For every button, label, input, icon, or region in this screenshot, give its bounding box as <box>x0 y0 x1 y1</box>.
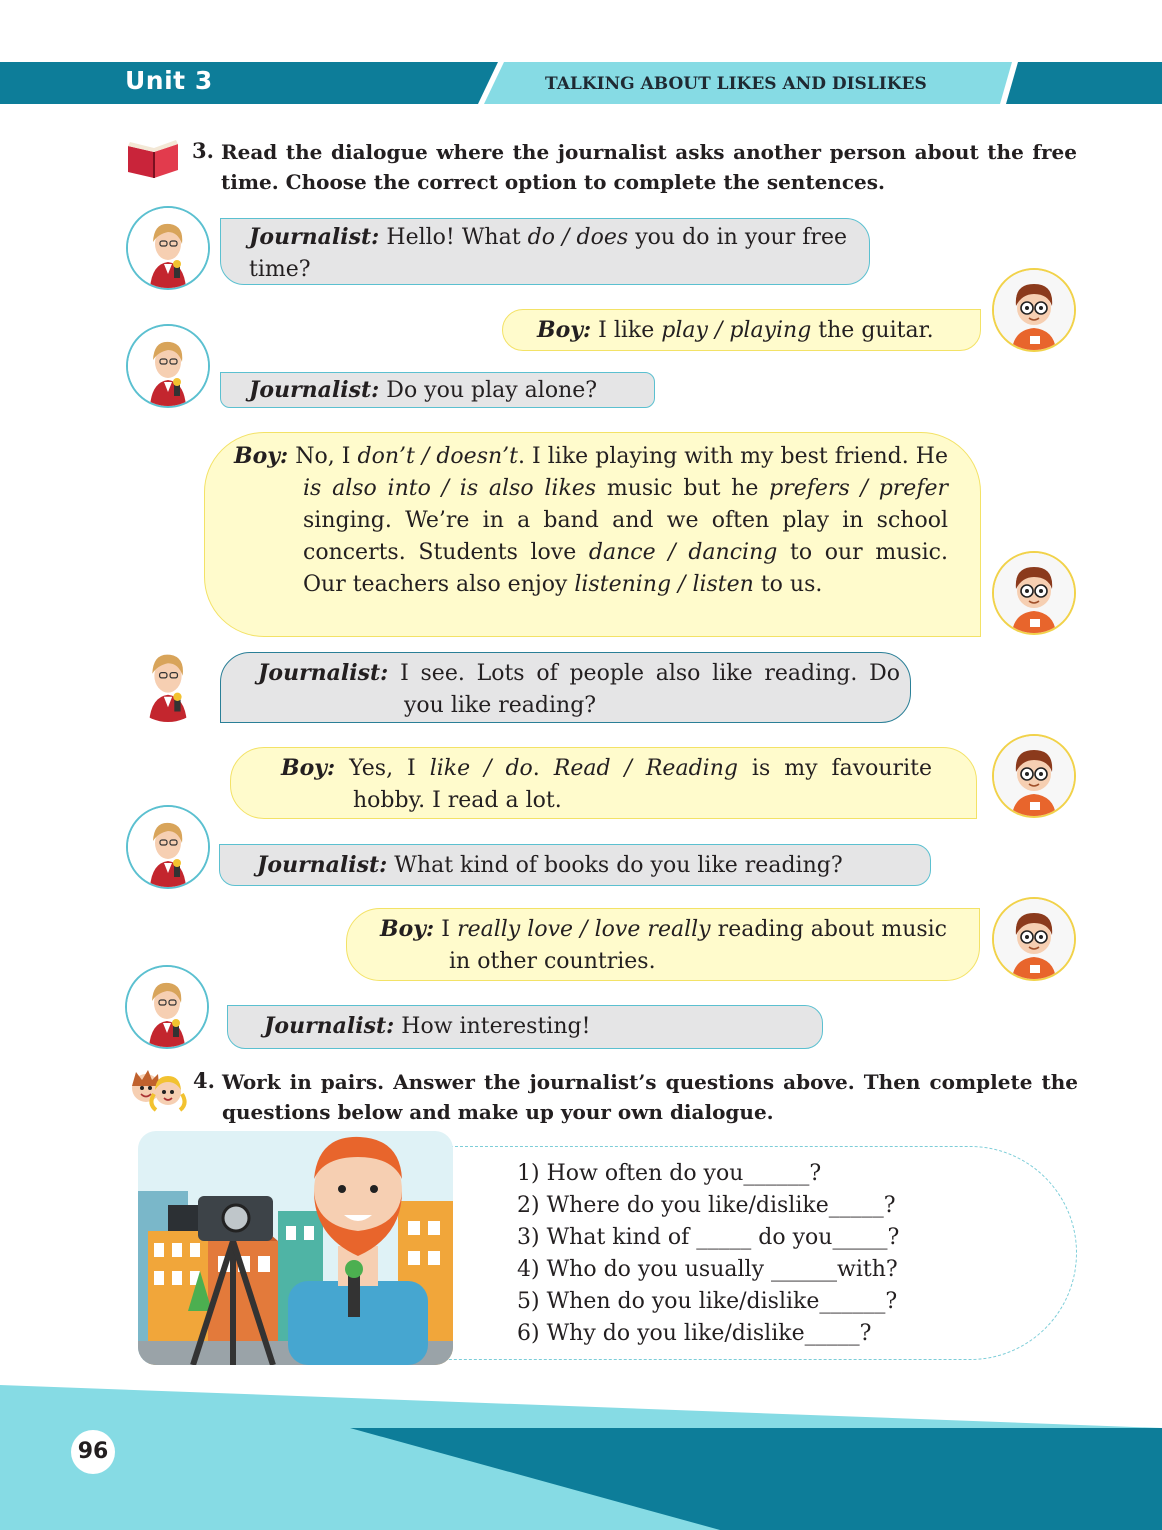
speaker-label: Journalist: <box>258 660 389 686</box>
boy-avatar <box>992 551 1076 635</box>
line-text: Do you play alone? <box>379 378 598 403</box>
line-text: Yes, I <box>335 756 430 781</box>
line-text: I like <box>591 318 662 343</box>
question-item: 6) Why do you like/dislike_____? <box>517 1321 872 1346</box>
journalist-avatar <box>126 638 210 722</box>
line-text: . I like playing with my best friend. He <box>518 444 948 469</box>
answer-options: is also into / is also likes <box>303 476 597 501</box>
line-text: to our music. Our teachers also enjoy <box>303 540 948 597</box>
page-number: 96 <box>71 1430 115 1474</box>
answer-options: play / playing <box>661 318 812 343</box>
journalist-line-1 <box>220 218 870 285</box>
line-text: music but he <box>596 476 770 501</box>
boy-line-1 <box>502 309 981 351</box>
boy-line-2 <box>204 432 981 637</box>
answer-options: like / do <box>429 756 533 781</box>
journalist-line-2 <box>220 372 655 408</box>
journalist-avatar <box>126 206 210 290</box>
line-text: I see. Lots of people also like reading. Do you like reading? <box>388 661 900 718</box>
line-text: How interesting! <box>394 1014 591 1039</box>
unit-label: Unit 3 <box>125 66 213 95</box>
line-text: the guitar. <box>811 318 934 343</box>
question-item: 2) Where do you like/dislike_____? <box>517 1193 896 1218</box>
line-text: reading about music in other countries. <box>449 917 948 974</box>
speaker-label: Boy: <box>234 443 289 469</box>
speaker-label: Journalist: <box>249 224 380 250</box>
line-text: Hello! What <box>379 225 528 250</box>
journalist-avatar <box>125 965 209 1049</box>
boy-line-4 <box>346 908 980 981</box>
answer-options: do / does <box>527 225 629 250</box>
unit-topic: TALKING ABOUT LIKES AND DISLIKES <box>545 74 927 94</box>
answer-options: dance / dancing <box>588 540 778 565</box>
question-list <box>517 1158 899 1350</box>
journalist-avatar <box>126 324 210 408</box>
reporter-illustration <box>138 1131 453 1365</box>
answer-options: prefers / prefer <box>769 476 949 501</box>
boy-avatar <box>992 897 1076 981</box>
line-text: I <box>434 917 458 942</box>
speaker-label: Journalist: <box>257 852 388 878</box>
answer-options: really love / love really <box>457 917 711 942</box>
answer-options: listening / listen <box>574 572 754 597</box>
answer-options: don’t / doesn’t <box>357 444 518 469</box>
speaker-label: Boy: <box>281 755 336 781</box>
task-3-instruction: Read the dialogue where the journalist asks another person about the free time. Choose the correct option to complete the sentences. <box>221 140 1077 194</box>
journalist-line-4 <box>219 844 931 886</box>
question-item: 5) When do you like/dislike______? <box>517 1289 898 1314</box>
line-text: singing. We’re in a band and we often play in school concerts. Students love <box>303 508 948 565</box>
boy-line-3 <box>230 747 977 819</box>
speaker-label: Journalist: <box>264 1013 395 1039</box>
question-item: 1) How often do you______? <box>517 1161 822 1186</box>
journalist-line-3 <box>220 652 911 723</box>
task-4-number: 4. <box>193 1068 215 1093</box>
line-text: . <box>532 756 554 781</box>
pair-kids-icon <box>124 1066 188 1116</box>
speaker-label: Journalist: <box>249 377 380 403</box>
journalist-avatar <box>126 805 210 889</box>
boy-avatar <box>992 268 1076 352</box>
answer-options: Read / Reading <box>553 756 738 781</box>
question-item: 3) What kind of _____ do you_____? <box>517 1225 900 1250</box>
question-item: 4) Who do you usually ______with? <box>517 1257 898 1282</box>
line-text: to us. <box>753 572 823 597</box>
line-text: What kind of books do you like reading? <box>387 853 843 878</box>
book-icon <box>124 138 182 180</box>
boy-avatar <box>992 734 1076 818</box>
task-4-instruction: Work in pairs. Answer the journalist’s questions above. Then complete the questions below and make up your own dialogue. <box>222 1070 1078 1124</box>
journalist-line-5 <box>227 1005 823 1049</box>
line-text: is my favourite hobby. I read a lot. <box>353 756 932 813</box>
line-text: No, I <box>288 444 358 469</box>
speaker-label: Boy: <box>537 317 592 343</box>
speaker-label: Boy: <box>380 916 435 942</box>
task-3-number: 3. <box>192 138 214 163</box>
line-text: you do in your free time? <box>249 225 847 282</box>
